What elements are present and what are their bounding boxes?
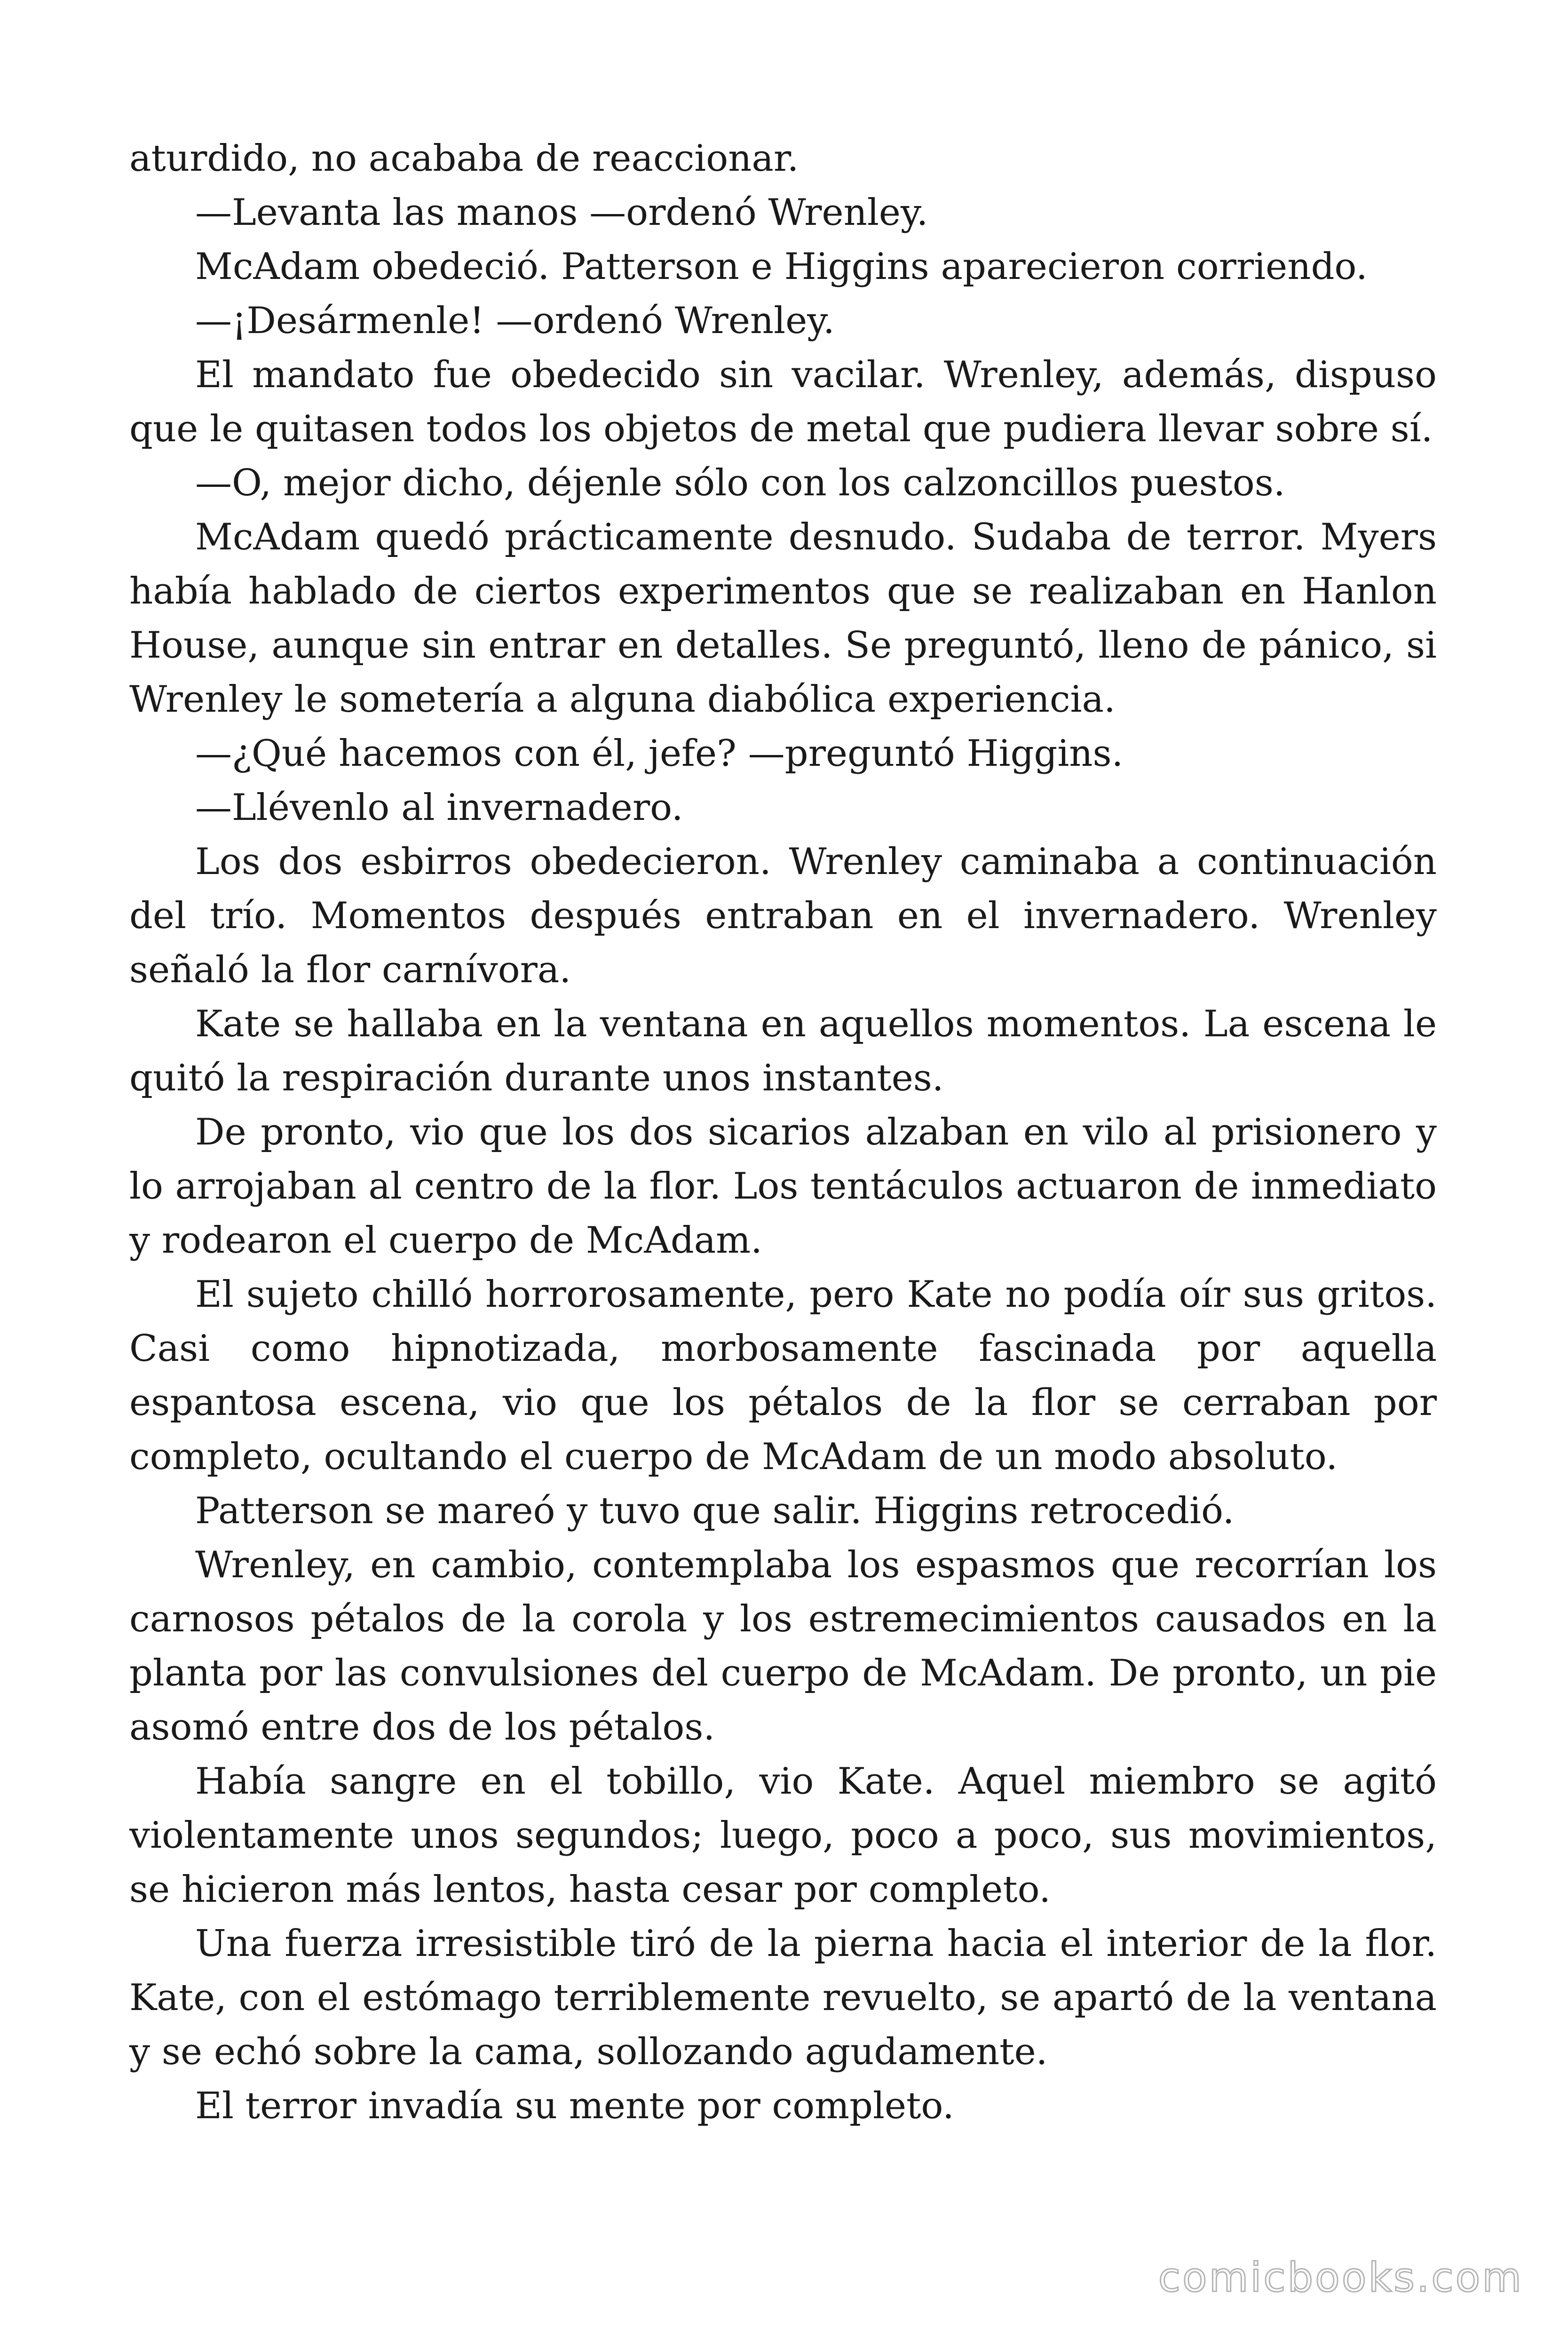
paragraph: Los dos esbirros obedecieron. Wrenley caminaba a continuación del trío. Momentos después entraban en el invernadero. Wrenley señaló la flor carnívora. (129, 841, 1437, 991)
paragraph: —O, mejor dicho, déjenle sólo con los calzoncillos puestos. (195, 462, 1285, 504)
paragraph: De pronto, vio que los dos sicarios alzaban en vilo al prisionero y lo arrojaban al centro de la flor. Los tentáculos actuaron de inmediato y rodearon el cuerpo de McAdam. (129, 1111, 1437, 1262)
paragraph: Una fuerza irresistible tiró de la pierna hacia el interior de la flor. Kate, con el estómago terriblemente revuelto, se apartó de la ventana y se echó sobre la cama, sollozando agudamente. (129, 1923, 1437, 2073)
paragraph: Había sangre en el tobillo, vio Kate. Aquel miembro se agitó violentamente unos segundos; luego, poco a poco, sus movimientos, se hicieron más lentos, hasta cesar por completo. (129, 1760, 1437, 1911)
watermark-logo: comicbooks.com (1158, 2254, 1523, 2301)
paragraph: McAdam obedeció. Patterson e Higgins aparecieron corriendo. (195, 246, 1368, 288)
paragraph: —Levanta las manos —ordenó Wrenley. (195, 191, 928, 234)
paragraph: El sujeto chilló horrorosamente, pero Kate no podía oír sus gritos. Casi como hipnotizada, morbosamente fascinada por aquella espantosa escena, vio que los pétalos de la flor se cerraban por completo, ocultando el cuerpo de McAdam de un modo absoluto. (129, 1273, 1437, 1478)
page-body (129, 132, 1437, 2133)
paragraph: McAdam quedó prácticamente desnudo. Sudaba de terror. Myers había hablado de ciertos experimentos que se realizaban en Hanlon House, aunque sin entrar en detalles. Se preguntó, lleno de pánico, si Wrenley le sometería a alguna diabólica experiencia. (129, 516, 1437, 721)
paragraph: Kate se hallaba en la ventana en aquellos momentos. La escena le quitó la respiración durante unos instantes. (129, 1003, 1437, 1099)
paragraph: —Llévenlo al invernadero. (195, 787, 683, 829)
paragraph: El mandato fue obedecido sin vacilar. Wrenley, además, dispuso que le quitasen todos los objetos de metal que pudiera llevar sobre sí. (129, 354, 1437, 450)
paragraph: El terror invadía su mente por completo. (195, 2085, 954, 2127)
paragraph: Wrenley, en cambio, contemplaba los espasmos que recorrían los carnosos pétalos de la corola y los estremecimientos causados en la planta por las convulsiones del cuerpo de McAdam. De pronto, un pie asomó entre dos de los pétalos. (129, 1544, 1437, 1748)
paragraph: Patterson se mareó y tuvo que salir. Higgins retrocedió. (195, 1490, 1235, 1532)
paragraph: aturdido, no acababa de reaccionar. (129, 137, 799, 180)
paragraph: —¡Desármenle! —ordenó Wrenley. (195, 300, 835, 342)
paragraph: —¿Qué hacemos con él, jefe? —preguntó Higgins. (195, 732, 1124, 775)
